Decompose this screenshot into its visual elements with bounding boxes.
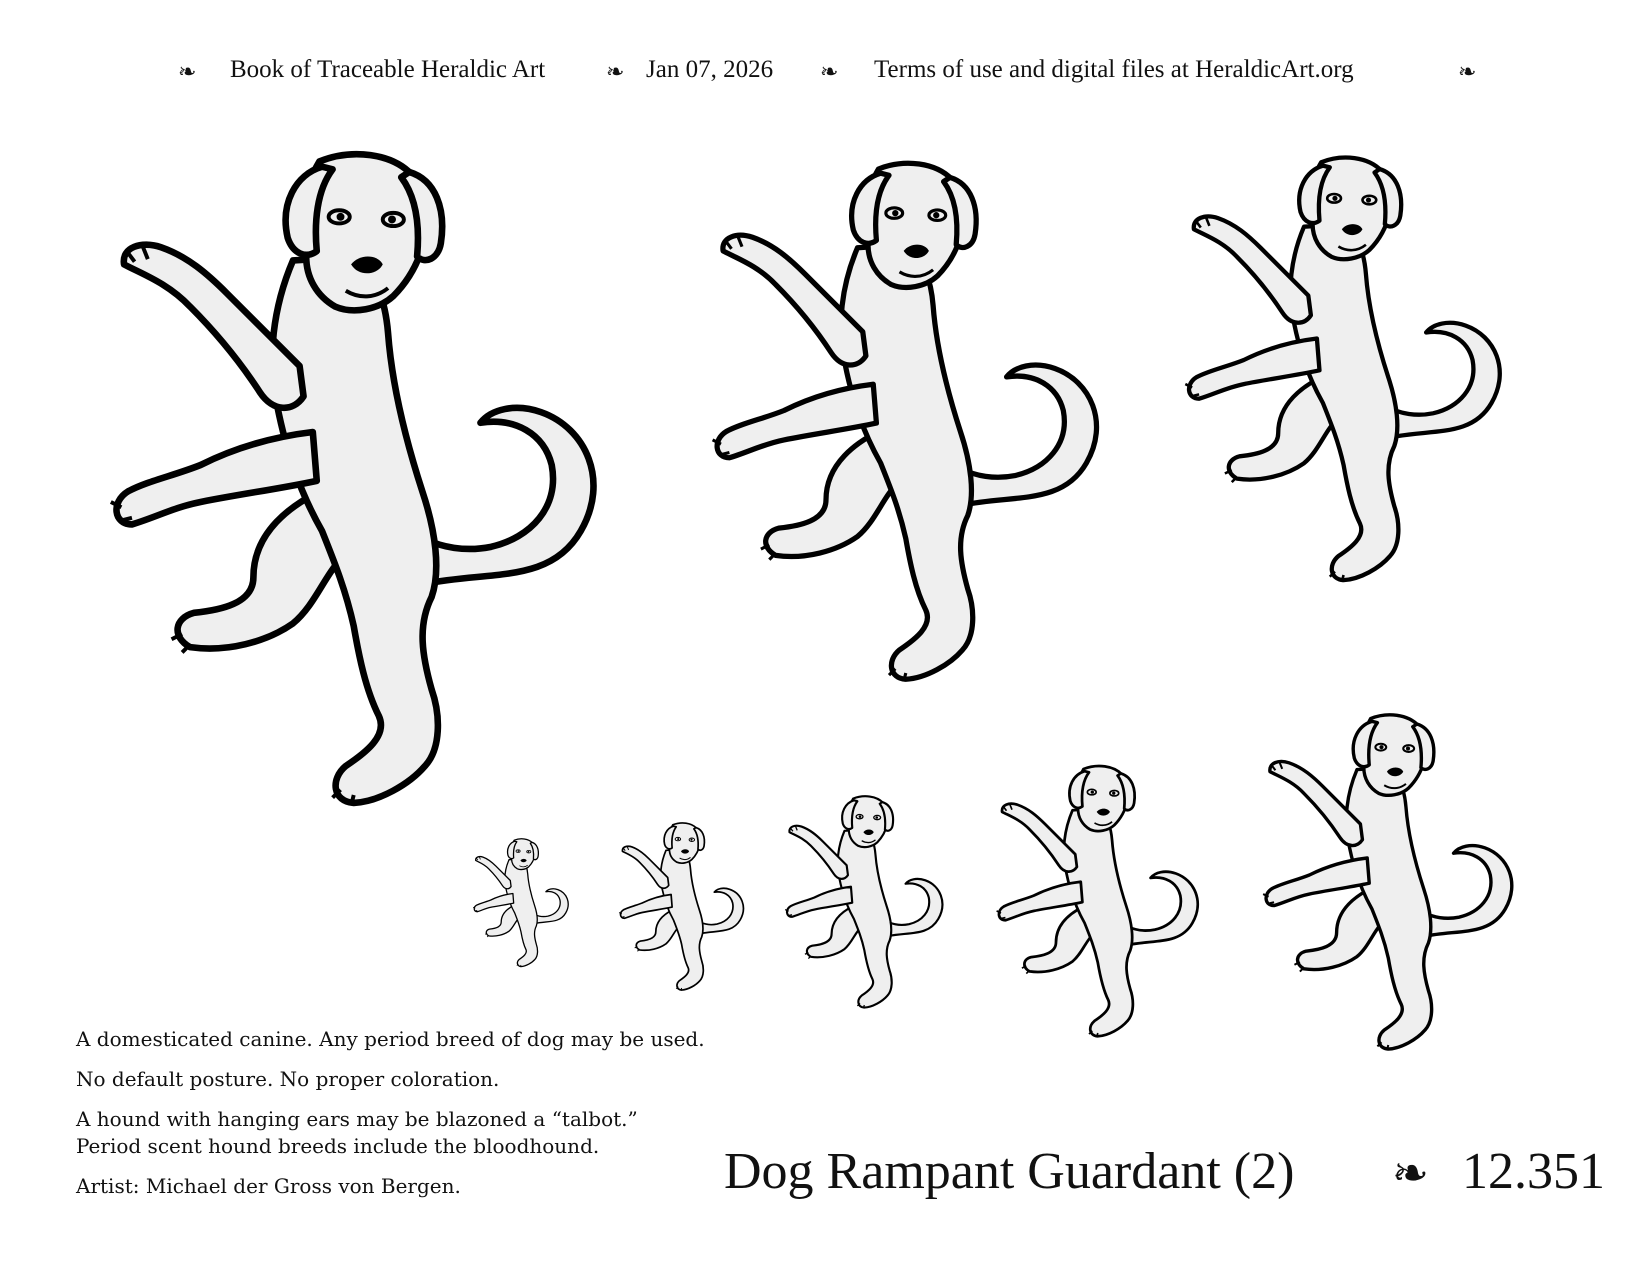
note-line: A domesticated canine. Any period breed of dog may be used. [76, 1027, 705, 1051]
fleuron-icon: ❧ [178, 59, 197, 84]
terms-link-text: Terms of use and digital files at HeraldicArt.org [874, 56, 1354, 83]
fleuron-icon: ❧ [606, 59, 625, 84]
note-line: A hound with hanging ears may be blazoned a “talbot.” [76, 1107, 638, 1131]
description-notes [76, 1028, 776, 1200]
artist-credit: Artist: Michael der Gross von Bergen. [76, 1174, 461, 1198]
print-date: Jan 07, 2026 [646, 56, 774, 83]
fleuron-icon: ❧ [1392, 1149, 1429, 1198]
note-line: Period scent hound breeds include the bloodhound. [76, 1134, 600, 1158]
plate-title [724, 1142, 1605, 1212]
note-line: No default posture. No proper coloration. [76, 1067, 500, 1091]
fleuron-icon: ❧ [1458, 59, 1477, 84]
plate-name: Dog Rampant Guardant (2) [724, 1143, 1295, 1200]
fleuron-icon: ❧ [820, 59, 839, 84]
plate-number: 12.351 [1462, 1143, 1605, 1200]
book-title: Book of Traceable Heraldic Art [230, 56, 546, 83]
